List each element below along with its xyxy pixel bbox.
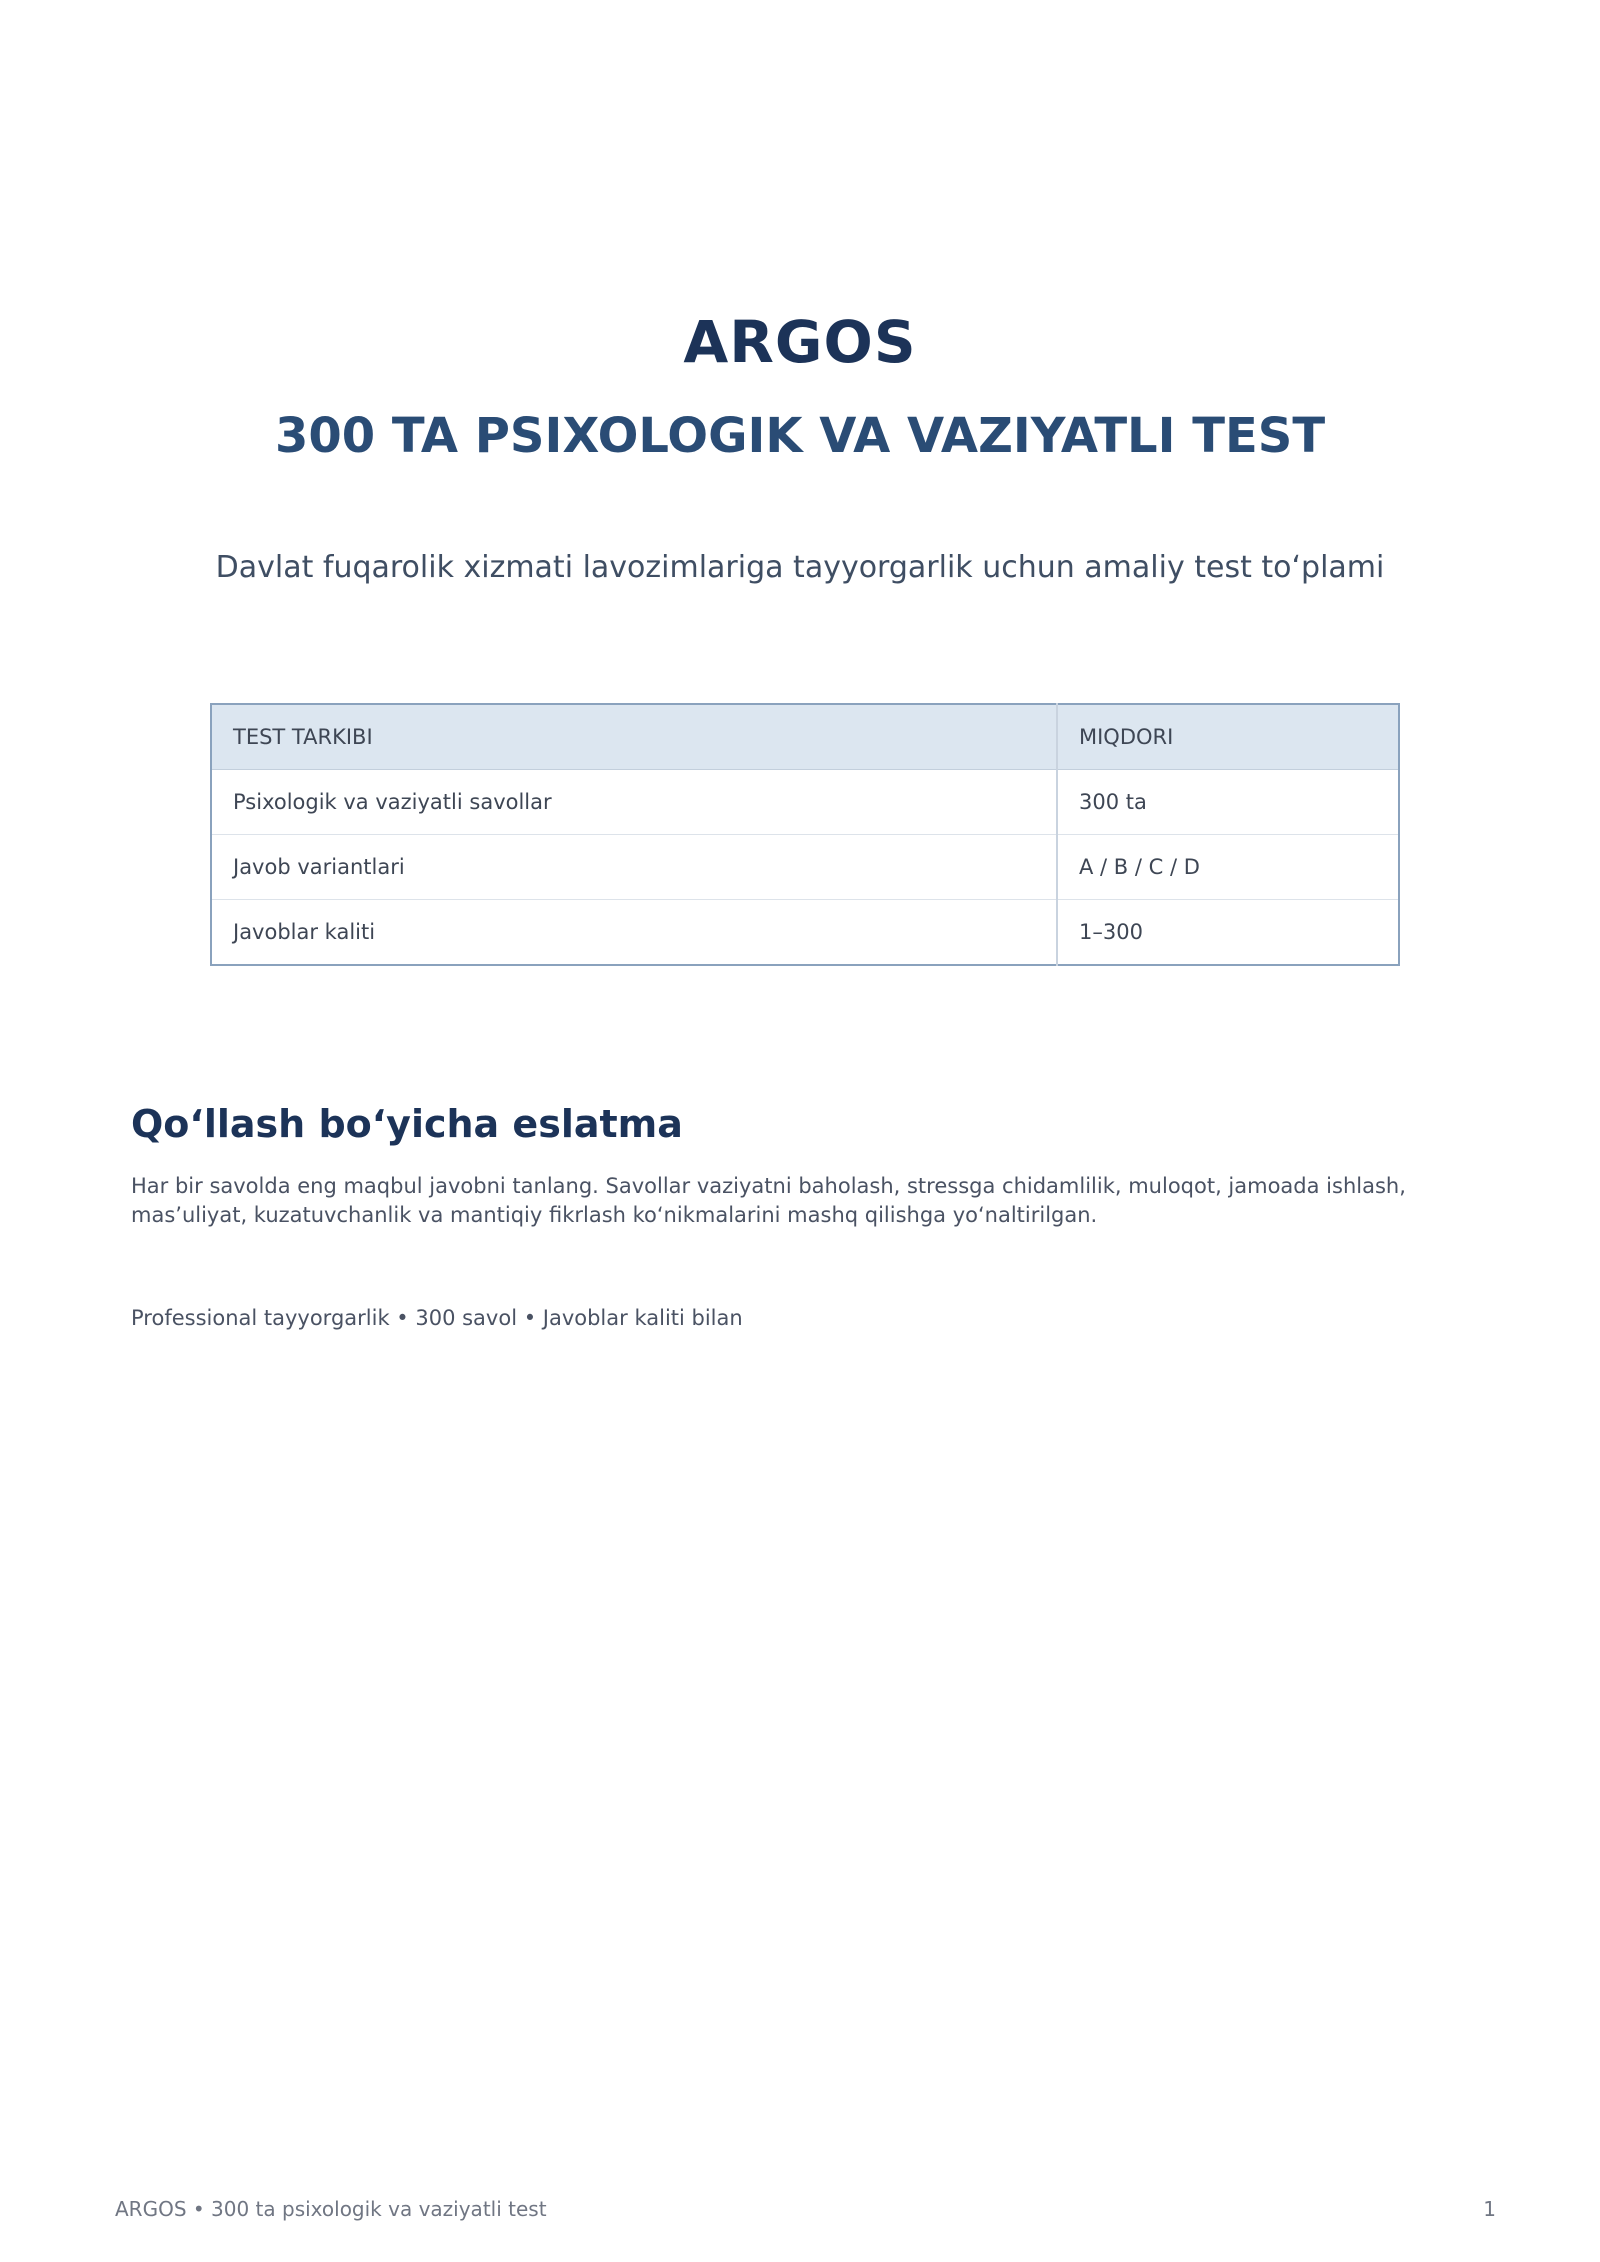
column-header: TEST TARKIBI bbox=[211, 704, 1057, 770]
table-cell: 300 ta bbox=[1057, 770, 1399, 835]
table-header-row bbox=[211, 704, 1399, 770]
table-row bbox=[211, 835, 1399, 900]
note-heading: Qo‘llash bo‘yicha eslatma bbox=[131, 1102, 683, 1146]
document-title: ARGOS bbox=[683, 308, 917, 376]
table-cell: Javob variantlari bbox=[211, 835, 1057, 900]
page-number: 1 bbox=[1483, 2197, 1496, 2221]
column-header: MIQDORI bbox=[1057, 704, 1399, 770]
tagline: Professional tayyorgarlik • 300 savol • Javoblar kaliti bilan bbox=[131, 1306, 743, 1330]
note-body: Har bir savolda eng maqbul javobni tanlang. Savollar vaziyatni baholash, stressga chidamlilik, muloqot, jamoada ishlash, mas’uliyat, kuzatuvchanlik va mantiqiy fikrlash ko‘nikmalarini mashq qilishga yo‘naltirilgan. bbox=[131, 1174, 1406, 1227]
summary-table bbox=[210, 703, 1400, 966]
footer-document-name: ARGOS • 300 ta psixologik va vaziyatli test bbox=[115, 2197, 547, 2221]
table-cell: 1–300 bbox=[1079, 920, 1143, 944]
table-cell: A / B / C / D bbox=[1057, 835, 1399, 900]
document-subtitle: 300 TA PSIXOLOGIK VA VAZIYATLI TEST bbox=[274, 408, 1326, 464]
table-row bbox=[211, 900, 1399, 966]
table-cell: Javoblar kaliti bbox=[211, 900, 1057, 966]
table-cell: Psixologik va vaziyatli savollar bbox=[211, 770, 1057, 835]
intro-text: Davlat fuqarolik xizmati lavozimlariga tayyorgarlik uchun amaliy test to‘plami bbox=[215, 550, 1385, 585]
table-row bbox=[211, 770, 1399, 835]
